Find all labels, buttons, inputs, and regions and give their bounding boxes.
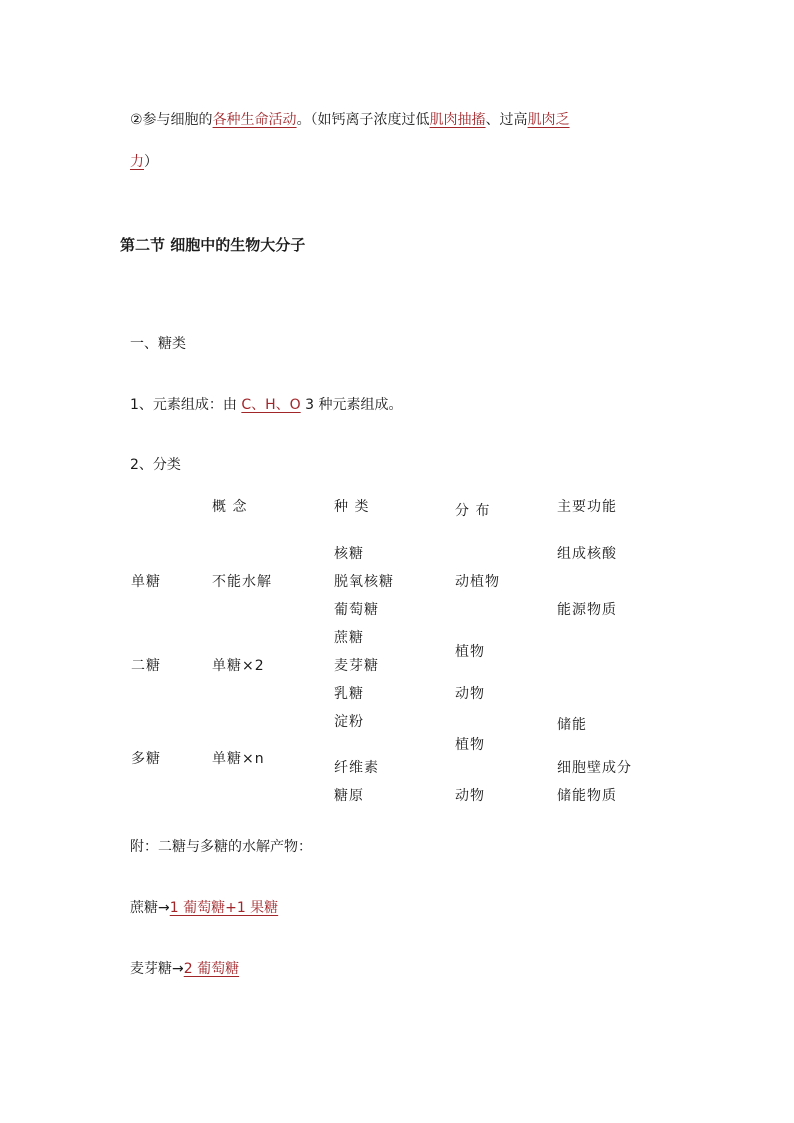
distribution-mono: 动植物 bbox=[455, 574, 500, 590]
category-poly: 多糖 bbox=[131, 751, 161, 767]
kind-starch: 淀粉 bbox=[334, 714, 364, 730]
concept-poly: 单糖×n bbox=[212, 751, 265, 767]
appendix-line: 附：二糖与多糖的水解产物： bbox=[130, 839, 312, 855]
item-element-composition bbox=[130, 394, 403, 414]
answer-underline: 肌肉抽搐 bbox=[429, 112, 486, 128]
hydrolysis-maltose bbox=[130, 958, 239, 978]
item-text: 1、元素组成：由 bbox=[130, 397, 242, 413]
header-concept: 概 念 bbox=[212, 499, 248, 515]
answer-underline: 2 葡萄糖 bbox=[183, 961, 240, 977]
category-mono: 单糖 bbox=[131, 574, 161, 590]
intro-line-1 bbox=[130, 109, 570, 129]
kind-glucose: 葡萄糖 bbox=[334, 602, 379, 618]
kind-sucrose: 蔗糖 bbox=[334, 630, 364, 646]
category-di: 二糖 bbox=[131, 658, 161, 674]
function-nucleic: 组成核酸 bbox=[557, 546, 617, 562]
header-distribution: 分 布 bbox=[455, 503, 491, 519]
function-storage: 储能 bbox=[557, 717, 587, 733]
kind-ribose: 核糖 bbox=[334, 546, 364, 562]
function-storage-substance: 储能物质 bbox=[557, 788, 617, 804]
distribution-di-plant: 植物 bbox=[455, 644, 485, 660]
item-classification: 2、分类 bbox=[130, 457, 181, 473]
hydrolysis-text: 蔗糖→ bbox=[130, 900, 170, 916]
concept-di: 单糖×2 bbox=[212, 658, 265, 674]
distribution-di-animal: 动物 bbox=[455, 686, 485, 702]
answer-underline: 各种生命活动 bbox=[212, 112, 297, 128]
distribution-poly-plant: 植物 bbox=[455, 737, 485, 753]
intro-text: ） bbox=[144, 154, 158, 170]
answer-underline: C、H、O bbox=[241, 397, 301, 413]
kind-cellulose: 纤维素 bbox=[334, 760, 379, 776]
kind-maltose: 麦芽糖 bbox=[334, 658, 379, 674]
sugar-heading: 一、糖类 bbox=[130, 336, 186, 352]
hydrolysis-text: 麦芽糖→ bbox=[130, 961, 184, 977]
intro-text: ②参与细胞的 bbox=[130, 112, 213, 128]
kind-glycogen: 糖原 bbox=[334, 788, 364, 804]
kind-deoxyribose: 脱氧核糖 bbox=[334, 574, 394, 590]
hydrolysis-sucrose bbox=[130, 897, 278, 917]
header-kinds: 种 类 bbox=[334, 499, 370, 515]
header-function: 主要功能 bbox=[557, 499, 617, 515]
answer-underline: 力 bbox=[130, 154, 144, 170]
item-text: 3 种元素组成。 bbox=[300, 397, 403, 413]
answer-underline: 1 葡萄糖+1 果糖 bbox=[169, 900, 279, 916]
section-title: 第二节 细胞中的生物大分子 bbox=[120, 236, 306, 254]
concept-mono: 不能水解 bbox=[212, 574, 272, 590]
function-energy: 能源物质 bbox=[557, 602, 617, 618]
intro-text: 。（如钙离子浓度过低 bbox=[296, 112, 430, 128]
function-cell-wall: 细胞壁成分 bbox=[557, 760, 632, 776]
kind-lactose: 乳糖 bbox=[334, 686, 364, 702]
intro-text: 、过高 bbox=[485, 112, 528, 128]
intro-line-2 bbox=[130, 151, 158, 171]
answer-underline: 肌肉乏 bbox=[527, 112, 570, 128]
distribution-poly-animal: 动物 bbox=[455, 788, 485, 804]
